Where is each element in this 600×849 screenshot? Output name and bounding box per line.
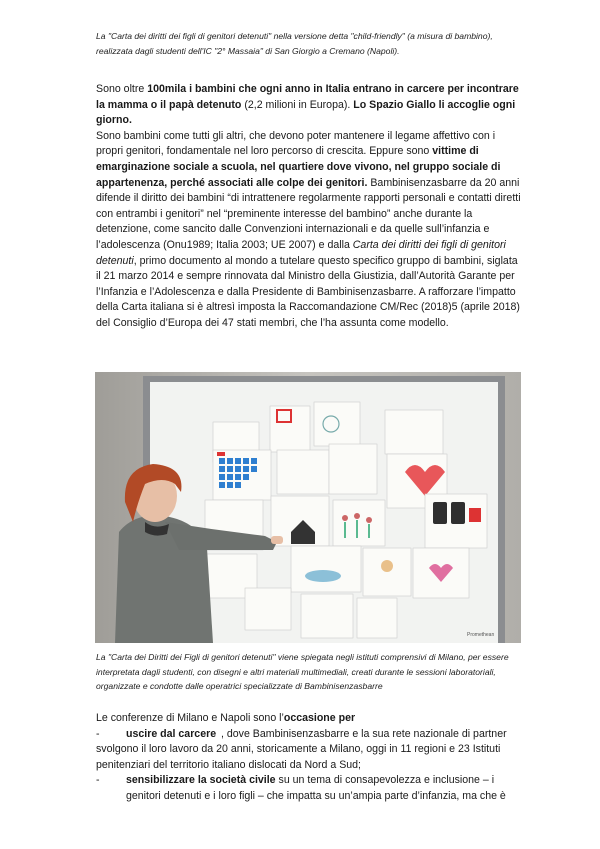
bullet-uscire-continued: , dove Bambinisenzasbarre e la sua rete nazionale di partner svolgono il loro lavoro da 20 anni, storicamente a Milano, oggi in 11 regioni e 23 Istituti penitenziari del territorio italiano dislocati da Nord a Sud; bbox=[96, 727, 507, 771]
top-caption: La "Carta dei diritti dei figli di genitori detenuti" nella versione detta "child-friendly" (a misura di bambino), realizzata dagli studenti dell'IC "2° Massaia" di San Giorgio a Cremano (Napoli). bbox=[96, 31, 493, 56]
bullet-dash: - bbox=[96, 727, 100, 740]
intro-paragraph-2: Sono bambini come tutti gli altri, che devono poter mantenere il legame affettivo con i propri genitori, fondamentale nel loro percorso di crescita. Eppure sono vittime di emarginazione sociale a scuola, nel quartiere dove vivono, nel gruppo sociale di appartenenza, perché associati alle colpe dei genitori. Bambinisenzasbarre da 20 anni difende il diritto dei bambini “di intrattenere regolarmente rapporti personali e contatti diretti con entrambi i genitori” nel “preminente interesse del bambino” anche durante la detenzione, come sancito dalle Convenzioni internazionali e da quelle sull’infanzia e l’adolescenza (Onu1989; Italia 2003; UE 2007) e dalla Carta dei diritti dei figli di genitori detenuti, primo documento al mondo a tutelare questo specifico gruppo di bambini, siglata il 21 marzo 2014 e sempre rinnovata dal Ministro della Giustizia, dall’Autorità Garante per l’Infanzia e l’Adolescenza e dalla Presidente di Bambinisenzasbarre. A rafforzare l’impatto della Carta italiana si è altresì imposta la Raccomandazione CM/Rec (2018)5 (aprile 2018) del Consiglio d’Europa dei 47 stati membri, che l’ha assunta come modello. bbox=[96, 129, 521, 329]
carta-title-italic: Carta dei diritti dei figli di genitori detenuti bbox=[96, 238, 506, 267]
bullet-sensibilizzare: - sensibilizzare la società civile su un tema di consapevolezza e inclusione – i genitori detenuti e i loro figli – che impatta su un’ampia parte d’infanzia, ma che è bbox=[96, 773, 521, 804]
emarginazione-highlight: vittime di emarginazione sociale a scuola, nel quartiere dove vivono, nel gruppo sociale di appartenenza, perché associati alle colpe dei genitori. bbox=[96, 145, 501, 189]
conferences-lead: Le conferenze di Milano e Napoli sono l’occasione per bbox=[96, 712, 356, 724]
intro-text bbox=[96, 82, 521, 332]
intro-paragraph-1: Sono oltre 100mila i bambini che ogni anno in Italia entrano in carcere per incontrare la mamma o il papà detenuto (2,2 milioni in Europa). Lo Spazio Giallo li accoglie ogni giorno. bbox=[96, 83, 519, 127]
photo-illustration bbox=[95, 372, 521, 643]
bullet-dash: - bbox=[96, 774, 100, 787]
board-brand-label: Promethean bbox=[467, 632, 495, 638]
statistic-highlight: 100mila i bambini che ogni anno in Italia entrano in carcere per incontrare la mamma o il papà detenuto bbox=[96, 83, 519, 111]
conferences-text bbox=[96, 711, 521, 805]
photo-caption: La "Carta dei Diritti dei Figli di genitori detenuti" viene spiegata negli istituti comprensivi di Milano, per essere interpretata dagli studenti, con disegni e altri materiali multimediali, creati durante le sessioni laboratoriali, organizzate e condotte dalle operatrici specializzate di Bambinisenzasbarre bbox=[96, 652, 509, 691]
bullet-uscire: - uscire dal carcere bbox=[96, 727, 521, 743]
classroom-photo bbox=[95, 372, 521, 643]
spazio-giallo-highlight: Lo Spazio Giallo li accoglie ogni giorno. bbox=[96, 98, 516, 127]
